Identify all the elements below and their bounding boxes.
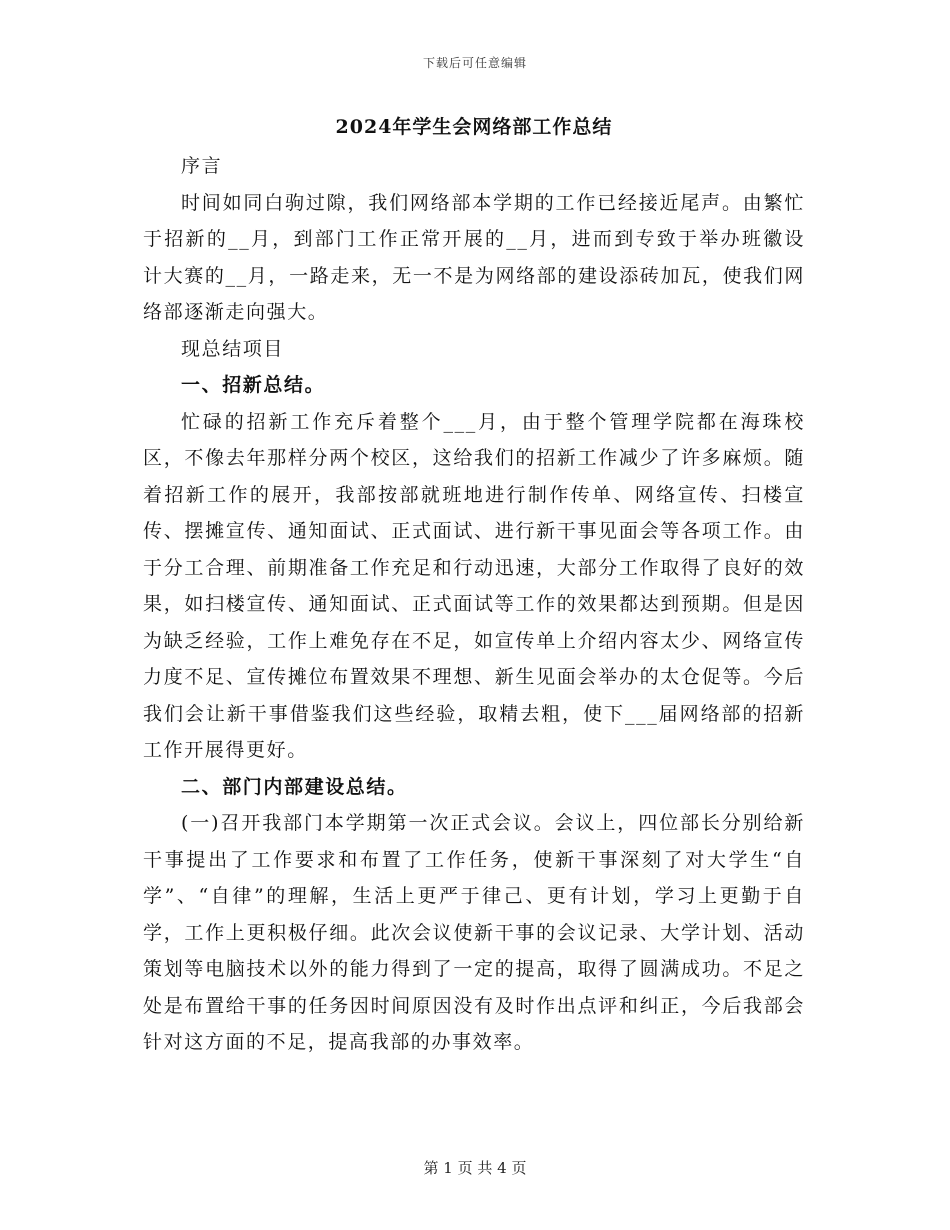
section-heading-internal-building: 二、部门内部建设总结。 xyxy=(181,775,408,798)
page-number: 第 1 页 共 4 页 xyxy=(423,1159,527,1177)
section-heading-recruitment: 一、招新总结。 xyxy=(181,374,326,396)
page-header-note: 下载后可任意编辑 xyxy=(422,56,527,70)
paragraph-first-meeting: (一)召开我部门本学期第一次正式会议。会议上，四位部长分别给新干事提出了工作要求和布置了工作任务，使新干事深刻了对大学生“自学”、“自律”的理解，生活上更严于律己、更有计划，学习上更勤于自学，工作上更积极仔细。此次会议使新干事的会议记录、大学计划、活动策划等电脑技术以外的能力得到了一定的提高，取得了圆满成功。不足之处是布置给干事的任务因时间原因没有及时作出点评和纠正，今后我部会针对这方面的不足，提高我部的办事效率。 xyxy=(143,812,805,1053)
paragraph-intro: 时间如同白驹过隙，我们网络部本学期的工作已经接近尾声。由繁忙于招新的__月，到部门工作正常开展的__月，进而到专致于举办班徽设计大赛的__月，一路走来，无一不是为网络部的建设添砖加瓦，使我们网络部逐渐走向强大。 xyxy=(143,191,805,323)
paragraph-preface: 序言 xyxy=(181,155,223,177)
document-body xyxy=(143,112,805,1061)
document-title: 2024年学生会网络部工作总结 xyxy=(335,116,613,138)
paragraph-summary-items: 现总结项目 xyxy=(181,337,285,360)
paragraph-recruitment: 忙碌的招新工作充斥着整个___月，由于整个管理学院都在海珠校区，不像去年那样分两个校区，这给我们的招新工作减少了许多麻烦。随着招新工作的展开，我部按部就班地进行制作传单、网络宣传、扫楼宣传、摆摊宣传、通知面试、正式面试、进行新干事见面会等各项工作。由于分工合理、前期准备工作充足和行动迅速，大部分工作取得了良好的效果，如扫楼宣传、通知面试、正式面试等工作的效果都达到预期。但是因为缺乏经验，工作上难免存在不足，如宣传单上介绍内容太少、网络宣传力度不足、宣传摊位布置效果不理想、新生见面会举办的太仓促等。今后我们会让新干事借鉴我们这些经验，取精去粗，使下___届网络部的招新工作开展得更好。 xyxy=(143,410,805,761)
